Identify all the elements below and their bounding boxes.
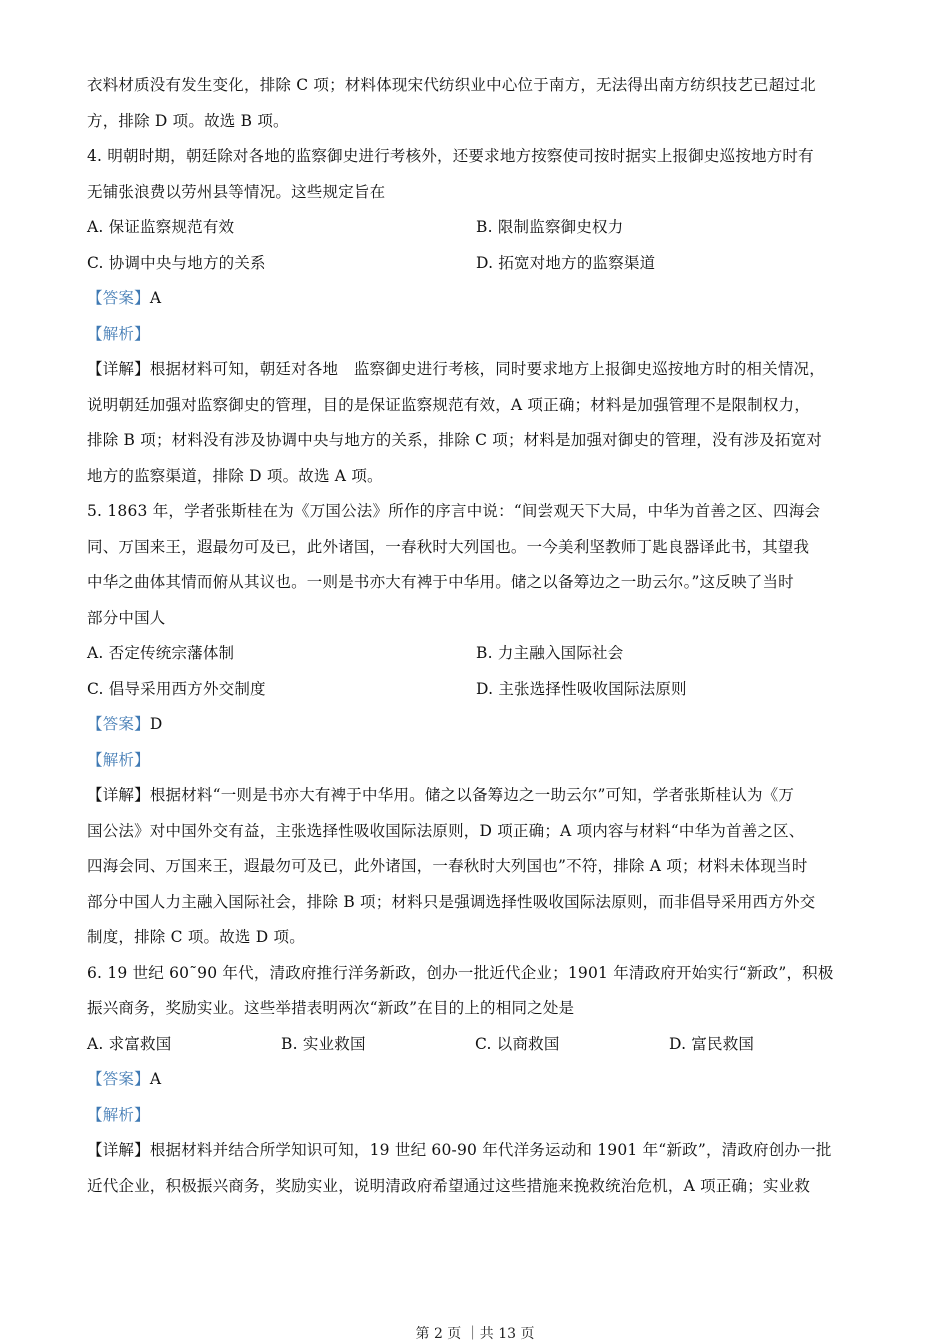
page-footer: 第 2 页 ｜共 13 页: [415, 1326, 535, 1342]
question-stem: 无铺张浪费以劳州县等情况。这些规定旨在: [87, 182, 386, 201]
detail-text: 根据材料“一则是书亦大有裨于中华用。储之以备筹边之一助云尔”可知，学者张斯桂认为《万: [149, 786, 795, 804]
detail-line: [87, 352, 867, 388]
detail-label: 【详解】: [87, 1141, 150, 1159]
analysis-label: 【解析】: [87, 324, 150, 343]
answer-value: D: [149, 715, 163, 733]
answer-label: 【答案】: [87, 289, 150, 307]
option-a: A. 否定传统宗藩体制: [87, 644, 235, 662]
option-a: A. 保证监察规范有效: [87, 218, 235, 236]
question-stem: 部分中国人: [87, 608, 166, 627]
document-page: [87, 68, 867, 1204]
answer-line: [87, 281, 867, 317]
question-stem: 6. 19 世纪 60˜90 年代，清政府推行洋务新政，创办一批近代企业；1901 年清政府开始实行“新政”，积极: [87, 963, 834, 982]
detail-text: 制度，排除 C 项。故选 D 项。: [87, 928, 305, 946]
analysis-line: [87, 743, 867, 779]
option-c: C. 协调中央与地方的关系: [87, 253, 266, 272]
question-stem: 4. 明朝时期，朝廷除对各地的监察御史进行考核外，还要求地方按察使司按时据实上报御史巡按地方时有: [87, 147, 814, 165]
analysis-line: [87, 1098, 867, 1134]
question-6: [87, 956, 867, 1205]
option-b: B. 实业救国: [281, 1034, 366, 1053]
detail-text: 说明朝廷加强对监察御史的管理，目的是保证监察规范有效，A 项正确；材料是加强管理不是限制权力，: [87, 395, 811, 414]
option-c: C. 以商救国: [475, 1034, 560, 1053]
option-a: A. 求富救国: [87, 1034, 172, 1053]
detail-text: 根据材料并结合所学知识可知，19 世纪 60-90 年代洋务运动和 1901 年“新政”，清政府创办一批: [149, 1141, 832, 1159]
question-stem: 5. 1863 年，学者张斯桂在为《万国公法》所作的序言中说：“间尝观天下大局，中华为首善之区、四海会: [87, 502, 821, 520]
option-d: D. 富民救国: [669, 1034, 755, 1053]
detail-text: 近代企业，积极振兴商务，奖励实业，说明清政府希望通过这些措施来挽救统治危机，A 项正确；实业救: [87, 1176, 811, 1195]
options-row: [87, 246, 867, 282]
detail-text: 国公法》对中国外交有益，主张选择性吸收国际法原则，D 项正确；A 项内容与材料“中华为首善之区、: [87, 821, 805, 840]
option-b: B. 限制监察御史权力: [476, 218, 624, 236]
text-line: 衣料材质没有发生变化，排除 C 项；材料体现宋代纺织业中心位于南方，无法得出南方纺织技艺已超过北: [87, 76, 816, 94]
options-row: [87, 210, 867, 246]
option-d: D. 拓宽对地方的监察渠道: [476, 253, 656, 272]
detail-text: 排除 B 项；材料没有涉及协调中央与地方的关系，排除 C 项；材料是加强对御史的管理，没有涉及拓宽对: [87, 431, 822, 449]
detail-text: 根据材料可知，朝廷对各地 监察御史进行考核，同时要求地方上报御史巡按地方时的相关情况，: [149, 360, 825, 378]
detail-line: [87, 778, 867, 814]
analysis-label: 【解析】: [87, 1105, 150, 1124]
answer-value: A: [149, 289, 162, 307]
question-4: [87, 139, 867, 494]
answer-line: [87, 1062, 867, 1098]
detail-text: 四海会同、万国来王，遐最勿可及已，此外诸国，一春秋时大列国也”不符，排除 A 项；材料未体现当时: [87, 857, 808, 875]
question-stem: 同、万国来王，遐最勿可及已，此外诸国，一春秋时大列国也。一今美利坚教师丁匙良器译此书，其望我: [87, 537, 810, 556]
option-b: B. 力主融入国际社会: [476, 644, 624, 662]
options-row: [87, 636, 867, 672]
detail-text: 部分中国人力主融入国际社会，排除 B 项；材料只是强调选择性吸收国际法原则，而非倡导采用西方外交: [87, 892, 816, 911]
detail-line: [87, 1133, 867, 1169]
answer-label: 【答案】: [87, 715, 150, 733]
answer-line: [87, 707, 867, 743]
analysis-label: 【解析】: [87, 750, 150, 769]
detail-label: 【详解】: [87, 360, 150, 378]
question-stem: 振兴商务，奖励实业。这些举措表明两次“新政”在目的上的相同之处是: [87, 999, 575, 1017]
question-stem: 中华之曲体其情而俯从其议也。一则是书亦大有裨于中华用。储之以备筹边之一助云尔。”这反映了当时: [87, 573, 794, 591]
options-row: [87, 1027, 867, 1063]
answer-value: A: [149, 1070, 162, 1088]
question-5: [87, 494, 867, 956]
detail-label: 【详解】: [87, 786, 150, 804]
option-c: C. 倡导采用西方外交制度: [87, 679, 266, 698]
option-d: D. 主张选择性吸收国际法原则: [476, 679, 687, 698]
detail-text: 地方的监察渠道，排除 D 项。故选 A 项。: [87, 466, 383, 485]
analysis-line: [87, 317, 867, 353]
text-line: 方，排除 D 项。故选 B 项。: [87, 111, 289, 130]
answer-label: 【答案】: [87, 1070, 150, 1088]
options-row: [87, 672, 867, 708]
